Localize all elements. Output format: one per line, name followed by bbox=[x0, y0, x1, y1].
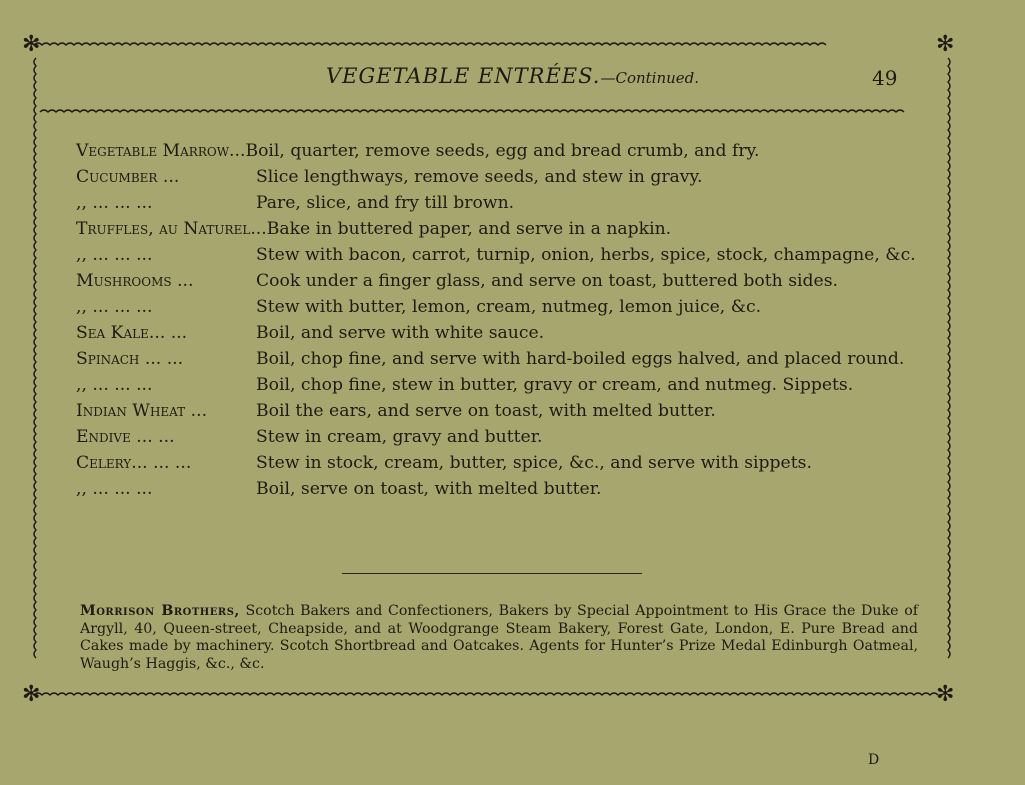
advertisement bbox=[80, 603, 918, 673]
recipe-description: Pare, slice, and fry till brown. bbox=[256, 193, 515, 213]
recipe-term: Sea Kale... ... bbox=[76, 323, 188, 343]
header-wavy-rule bbox=[40, 110, 904, 112]
recipe-term: Mushrooms ... bbox=[76, 271, 194, 291]
corner-star-icon: ✻ bbox=[936, 682, 955, 707]
recipe-term: ,, ... ... ... bbox=[76, 245, 153, 265]
page-title: VEGETABLE ENTRÉES. bbox=[325, 64, 601, 88]
recipe-entry bbox=[76, 268, 946, 294]
corner-star-icon: ✻ bbox=[22, 682, 41, 707]
recipe-description: Stew in stock, cream, butter, spice, &c., and serve with sippets. bbox=[256, 453, 812, 473]
advertiser-name: Morrison Brothers, bbox=[80, 603, 240, 619]
recipe-term: Endive ... ... bbox=[76, 427, 175, 447]
recipe-term: ,, ... ... ... bbox=[76, 297, 153, 317]
recipe-description: Boil, chop fine, stew in butter, gravy or cream, and nutmeg. Sippets. bbox=[256, 375, 854, 395]
recipe-description: Bake in buttered paper, and serve in a napkin. bbox=[266, 219, 672, 239]
recipe-description: Boil, serve on toast, with melted butter. bbox=[256, 479, 602, 499]
corner-star-icon: ✻ bbox=[936, 32, 955, 57]
recipe-term: Truffles, au Naturel... bbox=[76, 219, 267, 239]
recipe-entry bbox=[76, 476, 946, 502]
recipe-entry bbox=[76, 346, 946, 372]
corner-star-icon: ✻ bbox=[22, 32, 41, 57]
recipe-entry bbox=[76, 164, 946, 190]
recipe-term: ,, ... ... ... bbox=[76, 193, 153, 213]
recipe-entry bbox=[76, 424, 946, 450]
signature-mark: D bbox=[868, 752, 880, 768]
recipe-description: Stew with bacon, carrot, turnip, onion, herbs, spice, stock, champagne, &c. bbox=[256, 245, 916, 265]
recipe-entry bbox=[76, 190, 946, 216]
recipe-description: Boil, chop fine, and serve with hard-boiled eggs halved, and placed round. bbox=[256, 349, 905, 369]
right-wavy-rule bbox=[948, 58, 950, 658]
recipe-entry bbox=[76, 242, 946, 268]
recipe-entry bbox=[76, 398, 946, 424]
recipe-entry bbox=[76, 372, 946, 398]
recipe-term: ,, ... ... ... bbox=[76, 479, 153, 499]
recipe-term: Celery... ... ... bbox=[76, 453, 192, 473]
section-divider bbox=[342, 573, 642, 574]
recipe-term: ,, ... ... ... bbox=[76, 375, 153, 395]
recipe-term: Spinach ... ... bbox=[76, 349, 184, 369]
recipe-description: Boil, quarter, remove seeds, egg and bread crumb, and fry. bbox=[245, 141, 760, 161]
recipe-term: Vegetable Marrow... bbox=[76, 141, 246, 161]
recipe-entry bbox=[76, 320, 946, 346]
recipe-description: Slice lengthways, remove seeds, and stew in gravy. bbox=[256, 167, 703, 187]
page-title-continued: —Continued. bbox=[600, 69, 700, 87]
top-wavy-rule bbox=[26, 43, 826, 45]
recipe-entry bbox=[76, 216, 946, 242]
recipe-list bbox=[76, 138, 946, 502]
advertisement-text: Scotch Bakers and Confectioners, Bakers by Special Appointment to His Grace the Duke of Argyll, 40, Queen-street, Cheapside, and at Woodgrange Steam Bakery, Forest Gate, London, E. Pure Bread and Cakes made by machinery. Scotch Shortbread and Oatcakes. Agents for Hunter’s Prize Medal Edinburgh Oatmeal, Waugh’s Haggis, &c., &c. bbox=[80, 603, 918, 672]
recipe-entry bbox=[76, 450, 946, 476]
recipe-term: Cucumber ... bbox=[76, 167, 180, 187]
recipe-entry bbox=[76, 294, 946, 320]
page-number: 49 bbox=[872, 66, 898, 90]
recipe-description: Boil the ears, and serve on toast, with melted butter. bbox=[256, 401, 716, 421]
bottom-wavy-rule bbox=[26, 693, 938, 695]
left-wavy-rule bbox=[34, 58, 36, 658]
recipe-description: Cook under a finger glass, and serve on toast, buttered both sides. bbox=[256, 271, 838, 291]
recipe-description: Boil, and serve with white sauce. bbox=[256, 323, 545, 343]
recipe-entry bbox=[76, 138, 946, 164]
recipe-term: Indian Wheat ... bbox=[76, 401, 208, 421]
recipe-description: Stew with butter, lemon, cream, nutmeg, lemon juice, &c. bbox=[256, 297, 762, 317]
recipe-description: Stew in cream, gravy and butter. bbox=[256, 427, 543, 447]
